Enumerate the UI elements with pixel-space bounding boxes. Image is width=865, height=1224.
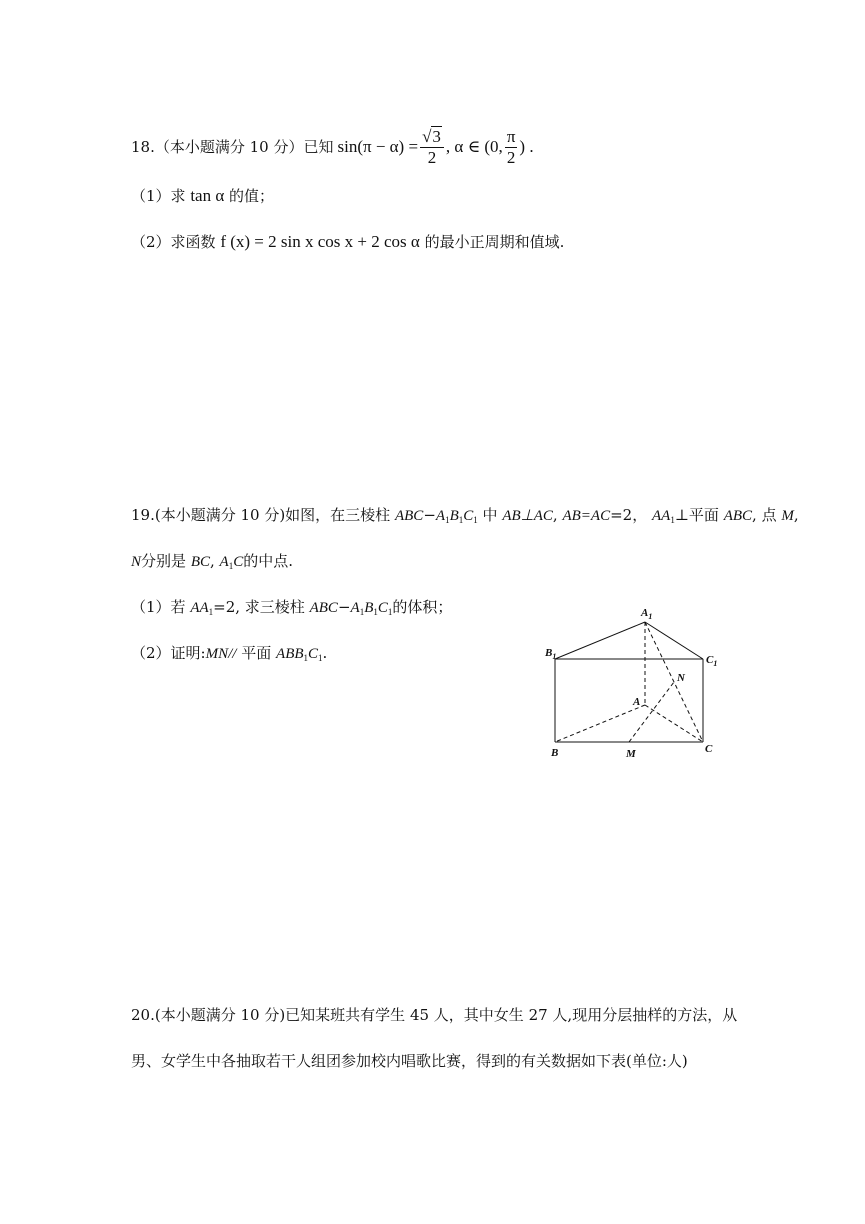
q19-aa1-sub: 1: [670, 515, 675, 525]
q20-line2: 男、女学生中各抽取若干人组团参加校内唱歌比赛，得到的有关数据如下表(单位:人): [131, 1052, 688, 1070]
label-a: A: [633, 696, 641, 708]
q18-part2-expr: f (x) = 2 sin x cos x + 2 cos α: [220, 232, 420, 251]
q19-part1-abc: ABC: [309, 600, 338, 616]
q18-part2: [131, 232, 564, 252]
edge-a-b: [555, 705, 645, 742]
q19-part1-c1: C: [377, 600, 388, 616]
q19-aa1: AA: [651, 508, 671, 524]
q19-prism-abc: ABC: [394, 508, 424, 524]
q19-comma: ,: [552, 506, 558, 524]
q18-part2-label: （2）求函数: [131, 233, 216, 251]
q18-pi-over-2: [505, 127, 518, 168]
q18-pi-denominator: 2: [506, 147, 516, 167]
q19-line1: [131, 505, 799, 530]
q19-c1: C: [463, 508, 474, 524]
q19-part1-b1-sub: 1: [373, 607, 378, 617]
q18-part1-label: （1）求: [131, 187, 186, 205]
q18-sin-expr: sin(π − α) =: [337, 137, 419, 156]
q19-part1-label: （1）若: [131, 598, 186, 616]
q18-part1-tail: 的值；: [229, 187, 275, 205]
q19-c1-sub: 1: [473, 515, 478, 525]
q18-part1-expr: tan α: [190, 186, 225, 205]
q19-comma-2: ,: [793, 506, 799, 524]
q19-part2-abb-sub: 1: [303, 653, 309, 663]
q19-part1-a1: A: [350, 600, 360, 616]
q19-dash: −: [423, 506, 436, 524]
q19-point-n: N: [131, 554, 142, 570]
q19-point-label: , 点: [752, 506, 777, 524]
q18-part1: [131, 186, 274, 206]
q19-plane-abc: ABC: [723, 508, 753, 524]
q18-number: 18.: [131, 138, 155, 156]
q19-intro: 19.(本小题满分 10 分)如图，在三棱柱: [131, 506, 391, 524]
q19-part1-a1-sub: 1: [359, 607, 365, 617]
q19-a1: A: [435, 508, 446, 524]
q18-denominator: 2: [427, 147, 437, 167]
label-b1: $B_1$: [545, 647, 557, 661]
q19-part2: [131, 643, 327, 668]
q19-part2-plane: 平面: [241, 644, 272, 662]
segment-m-n: [629, 682, 674, 742]
q19-part1-aa: AA: [190, 600, 209, 616]
q19-part1: [131, 597, 452, 622]
q19-part2-c: C: [308, 646, 319, 662]
q19-a1c-c: C: [233, 554, 244, 570]
q19-a1c-sub: 1: [228, 561, 234, 571]
label-b: B: [551, 747, 559, 759]
q19-perp-expr: AB⊥AC: [502, 508, 553, 524]
edge-a1-b1: [555, 622, 645, 659]
q18-sqrt3-over-2: $\frac{√3}{2}$: [420, 127, 444, 168]
prism-figure: [540, 604, 740, 764]
q19-eq2: =2，: [610, 506, 648, 524]
q19-part1-eq: =2, 求三棱柱: [213, 598, 305, 616]
q19-midpoints: 的中点.: [243, 552, 294, 570]
q19-comma-3: ,: [209, 552, 215, 570]
q19-point-m: M: [781, 508, 794, 524]
label-m: M: [626, 748, 636, 760]
q19-part2-c-sub: 1: [318, 653, 323, 663]
q18-line1: [131, 122, 534, 172]
q19-part2-mn: MN//: [205, 646, 237, 662]
q19-part1-dash: −: [337, 598, 351, 616]
q19-part2-end: .: [322, 644, 328, 662]
label-a1: $A_1$: [641, 607, 653, 621]
q19-zhong: 中: [482, 506, 498, 524]
label-n: N: [677, 672, 685, 684]
q20-line1: 20.(本小题满分 10 分)已知某班共有学生 45 人，其中女生 27 人,现用分层抽样的方法，从: [131, 1006, 738, 1024]
edge-a1-c1: [645, 622, 703, 659]
q19-part1-tail: 的体积；: [392, 598, 453, 616]
q19-bc: BC: [190, 554, 210, 570]
q18-header: （本小题满分 10 分）已知: [154, 138, 334, 156]
q19-b1-sub: 1: [458, 515, 464, 525]
q19-part1-aa-sub: 1: [208, 607, 214, 617]
q19-b1: B: [449, 508, 459, 524]
q18-sqrt-radicand: 3: [432, 126, 441, 146]
q19-part2-label: （2）证明:: [131, 644, 206, 662]
q19-eq-expr: AB=AC: [562, 508, 611, 524]
q18-part2-tail: 的最小正周期和值域.: [424, 233, 565, 251]
label-c: C: [705, 743, 713, 755]
q18-tail: ) .: [519, 137, 534, 156]
q19-respectively: 分别是: [141, 552, 187, 570]
label-c1: $C_1$: [706, 654, 718, 668]
q19-a1-sub: 1: [445, 515, 450, 525]
q19-a1c-a: A: [219, 554, 229, 570]
q18-alpha-domain: , α ∈ (0,: [445, 137, 503, 156]
q19-perp-plane: ⊥平面: [674, 506, 719, 524]
q19-part1-c1-sub: 1: [387, 607, 393, 617]
q18-pi: π: [506, 126, 516, 146]
q19-part2-abb: ABB: [276, 646, 304, 662]
q19-part1-b1: B: [364, 600, 374, 616]
q19-line2: [131, 551, 293, 576]
